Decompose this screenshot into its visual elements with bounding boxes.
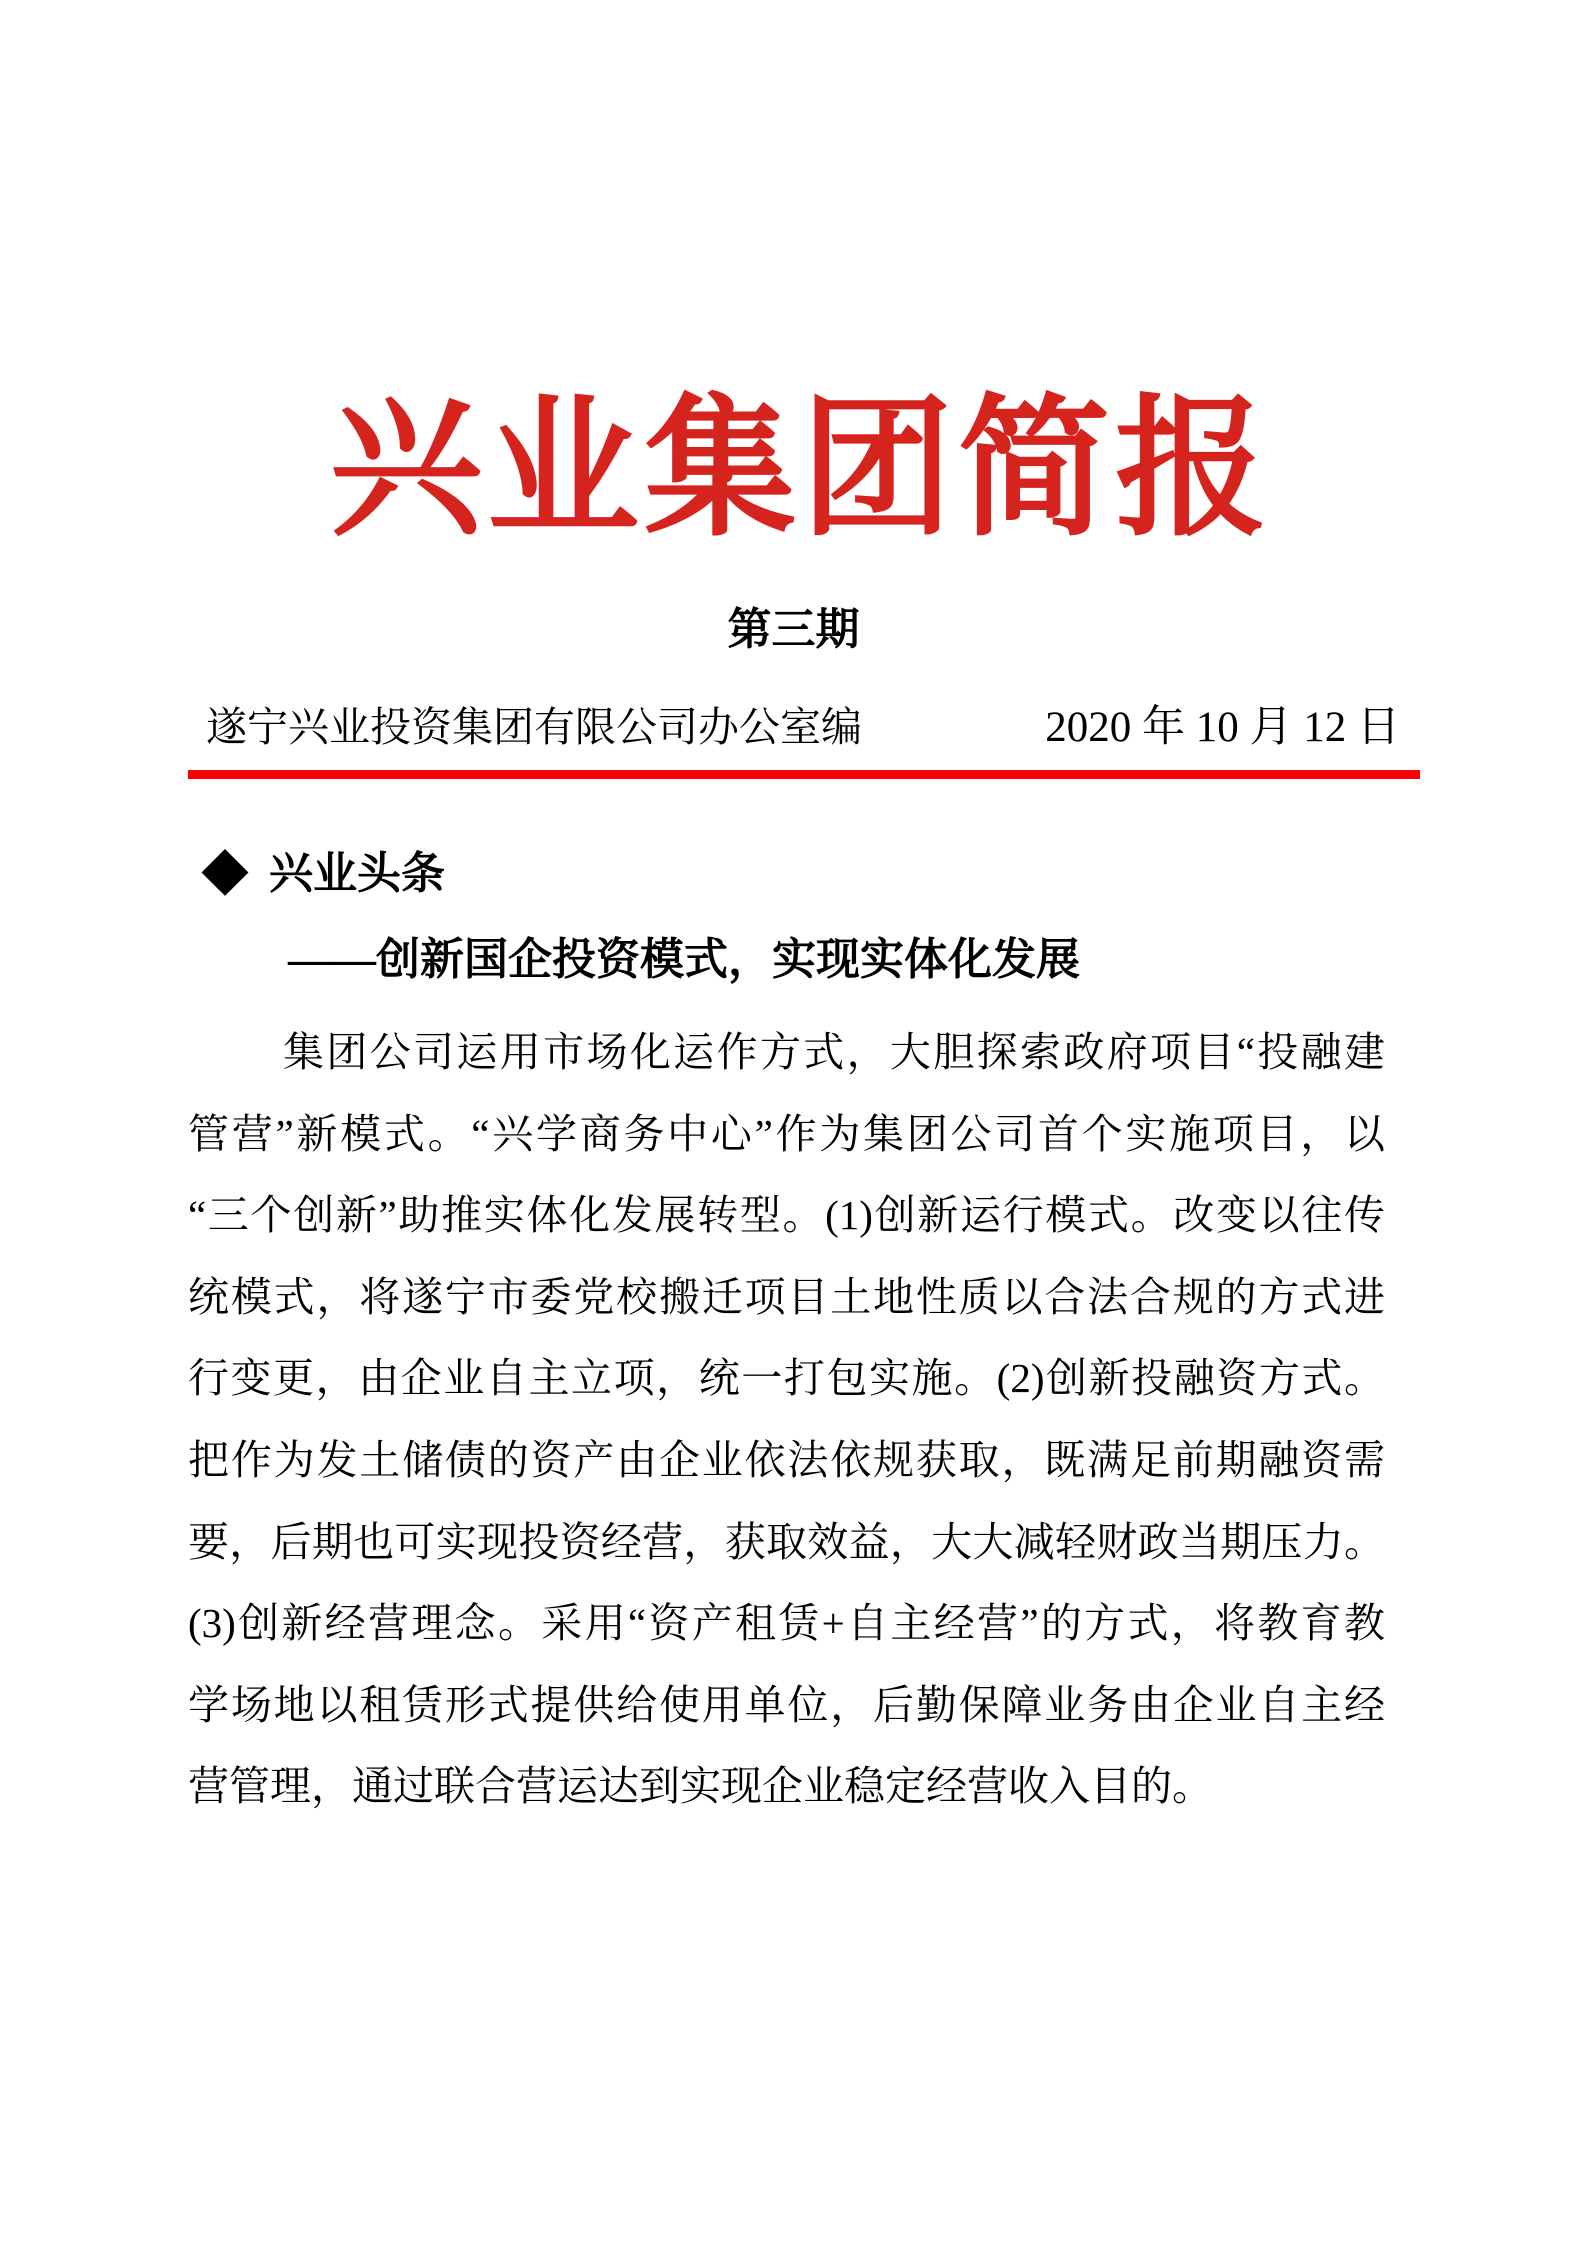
- body-line: 统模式，将遂宁市委党校搬迁项目土地性质以合法合规的方式进: [188, 1273, 1385, 1320]
- newsletter-title: 兴业集团简报: [330, 378, 1272, 557]
- section-title: 兴业头条: [269, 849, 445, 898]
- body-line: 要，后期也可实现投资经营，获取效益，大大减轻财政当期压力。: [188, 1518, 1385, 1565]
- article-body: [188, 1012, 1385, 1828]
- publish-date: 2020 年 10 月 12 日: [1045, 703, 1400, 751]
- body-line: 学场地以租赁形式提供给使用单位，后勤保障业务由企业自主经: [188, 1681, 1385, 1728]
- body-line: 管营”新模式。“兴学商务中心”作为集团公司首个实施项目，以: [188, 1110, 1385, 1157]
- section-header: [202, 846, 445, 902]
- issue-number: 第三期: [727, 605, 860, 654]
- meta-row: [188, 694, 1420, 752]
- diamond-bullet-icon: ◆: [202, 848, 248, 900]
- body-line: 集团公司运用市场化运作方式，大胆探索政府项目“投融建: [283, 1029, 1385, 1075]
- body-line: “三个创新”助推实体化发展转型。(1)创新运行模式。改变以往传: [188, 1192, 1385, 1239]
- body-line: 营管理，通过联合营运达到实现企业稳定经营收入目的。: [188, 1763, 1213, 1810]
- editor-line: 遂宁兴业投资集团有限公司办公室编: [206, 703, 862, 750]
- body-line: 把作为发土储债的资产由企业依法依规获取，既满足前期融资需: [188, 1436, 1385, 1483]
- body-line: (3)创新经营理念。采用“资产租赁+自主经营”的方式，将教育教: [188, 1600, 1385, 1647]
- red-divider-rule: [188, 770, 1420, 779]
- article-headline: ——创新国企投资模式，实现实体化发展: [288, 935, 1080, 984]
- body-line: 行变更，由企业自主立项，统一打包实施。(2)创新投融资方式。: [188, 1355, 1385, 1402]
